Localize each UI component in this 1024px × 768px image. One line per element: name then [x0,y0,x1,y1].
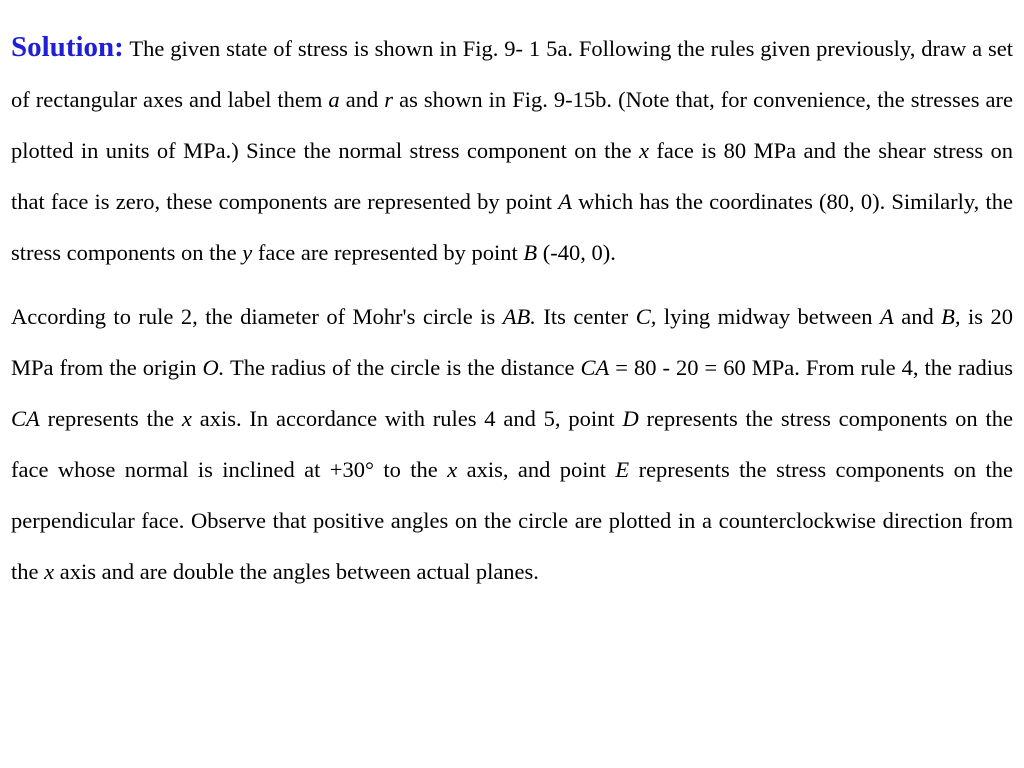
text-run: face are represented by point [252,240,524,265]
variable-x: x [447,457,458,482]
variable-CA: CA [11,406,40,431]
text-run: axis, and point [457,457,616,482]
variable-B: B [523,240,538,265]
slide-content [11,22,1013,597]
text-run: which has the coordinates (80, 0). Similarly, the stress components on the [11,189,1013,265]
text-run: The given state of stress is shown in Fig. 9- 1 5a. Following the rules given previously, draw a set of rectangular axes and label them [11,36,1013,112]
variable-O: O. [202,355,225,380]
text-run: The radius of the circle is the distance [224,355,581,380]
variable-a: a [328,87,340,112]
solution-heading: Solution: [11,31,124,63]
text-run: as shown in Fig. 9-15b. (Note that, for convenience, the stresses are plotted in units of MPa.) Since the normal stress component on the [11,87,1013,163]
text-run: and [893,304,942,329]
variable-D: D [622,406,639,431]
variable-A: A [558,189,572,214]
text-run: According to rule 2, the diameter of Mohr's circle is [11,304,503,329]
variable-x: x [44,559,55,584]
text-run: Its center [535,304,636,329]
text-run: axis and are double the angles between actual planes. [54,559,539,584]
text-run: is 20 MPa from the origin [11,304,1013,380]
text-run: represents the stress components on the face whose normal is inclined at +30° to the [11,406,1013,482]
paragraph-solution [11,22,1013,278]
text-run: = 80 - 20 = 60 MPa. From rule 4, the radius [609,355,1013,380]
variable-A: A [879,304,894,329]
paragraph-mohr-circle [11,291,1013,597]
variable-x: x [639,138,650,163]
variable-E: E [615,457,630,482]
variable-B: B, [941,304,961,329]
variable-x: x [181,406,192,431]
variable-AB: AB. [502,304,536,329]
text-run: (-40, 0). [537,240,616,265]
text-run: face is 80 MPa and the shear stress on that face is zero, these components are represented by point [11,138,1013,214]
variable-y: y [242,240,253,265]
variable-CA: CA [580,355,610,380]
variable-C: C, [635,304,657,329]
text-run: lying midway between [656,304,880,329]
variable-r: r [384,87,394,112]
text-run: axis. In accordance with rules 4 and 5, point [191,406,623,431]
text-run: and [339,87,385,112]
text-run: represents the [39,406,182,431]
text-run: represents the stress components on the perpendicular face. Observe that positive angles on the circle are plotted in a counterclockwise direction from the [11,457,1013,584]
